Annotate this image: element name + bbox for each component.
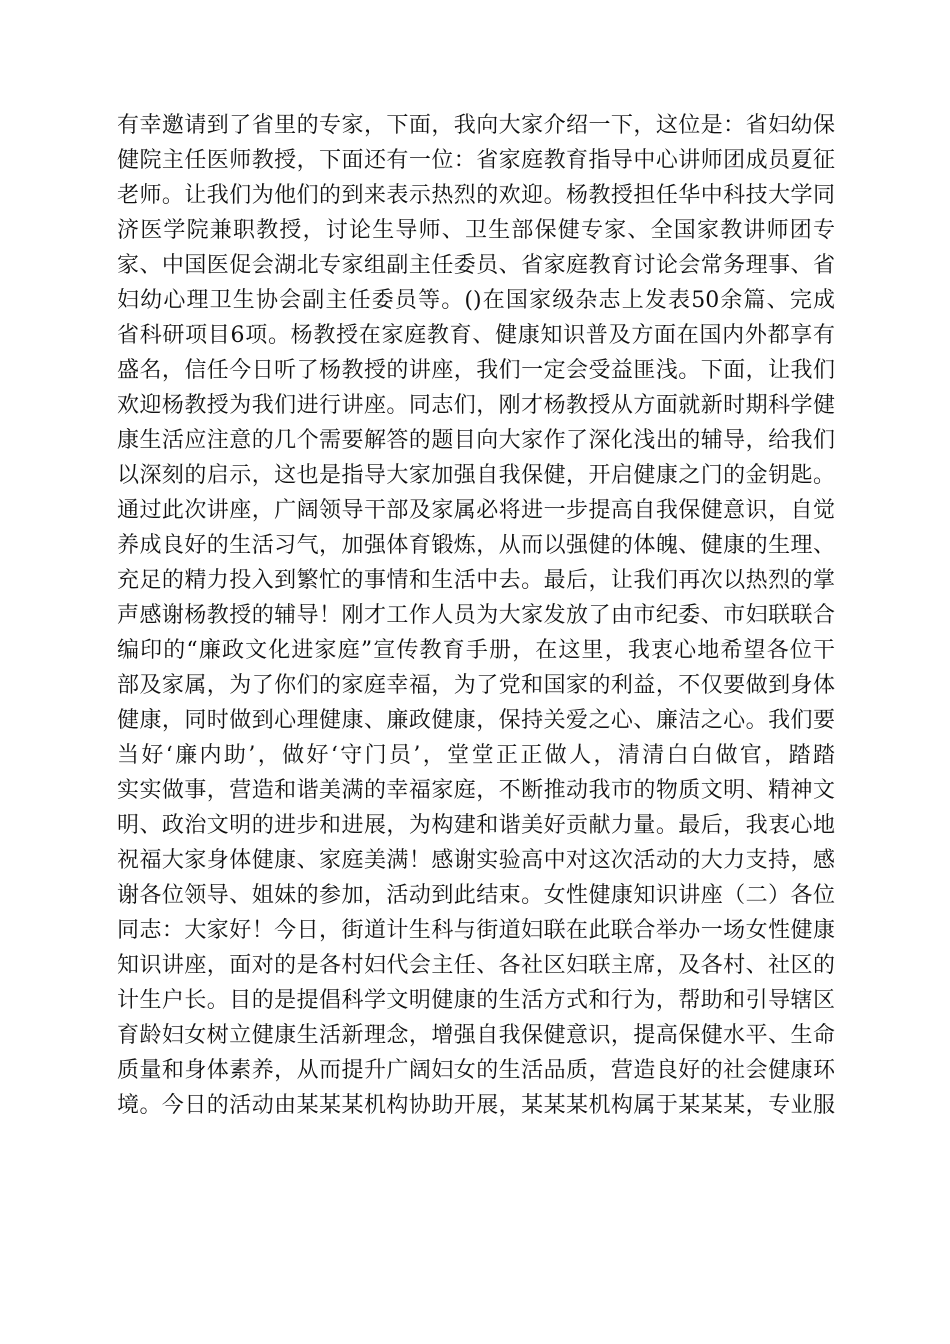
- text-line: 通过此次讲座，广阔领导干部及家属必将进一步提高自我保健意识，自觉: [117, 498, 835, 523]
- text-line: 欢迎杨教授为我们进行讲座。同志们，刚才杨教授从方面就新时期科学健: [117, 393, 835, 418]
- text-line: 充足的精力投入到繁忙的事情和生活中去。最后，让我们再次以热烈的掌: [117, 568, 835, 593]
- text-line: 部及家属，为了你们的家庭幸福，为了党和国家的利益，不仅要做到身体: [117, 673, 835, 698]
- text-line: 明、政治文明的进步和进展，为构建和谐美好贡献力量。最后，我衷心地: [117, 813, 835, 838]
- text-line: 祝福大家身体健康、家庭美满！感谢实验高中对这次活动的大力支持，感: [117, 848, 835, 873]
- text-line: 康生活应注意的几个需要解答的题目向大家作了深化浅出的辅导，给我们: [117, 428, 835, 453]
- text-line: 同志：大家好！今日，街道计生科与街道妇联在此联合举办一场女性健康: [117, 918, 835, 943]
- text-line: 声感谢杨教授的辅导！刚才工作人员为大家发放了由市纪委、市妇联联合: [117, 603, 835, 628]
- text-line: 老师。让我们为他们的到来表示热烈的欢迎。杨教授担任华中科技大学同: [117, 183, 835, 208]
- text-line: 养成良好的生活习气，加强体育锻炼，从而以强健的体魄、健康的生理、: [117, 533, 835, 558]
- text-line: 健院主任医师教授，下面还有一位：省家庭教育指导中心讲师团成员夏征: [117, 148, 835, 173]
- text-line: 知识讲座，面对的是各村妇代会主任、各社区妇联主席，及各村、社区的: [117, 953, 835, 978]
- text-line: 以深刻的启示，这也是指导大家加强自我保健，开启健康之门的金钥匙。: [117, 463, 835, 488]
- text-line: 有幸邀请到了省里的专家，下面，我向大家介绍一下，这位是：省妇幼保: [117, 113, 835, 138]
- text-line: 当好‘廉内助’，做好‘守门员’，堂堂正正做人，清清白白做官，踏踏: [117, 743, 835, 768]
- text-line: 质量和身体素养，从而提升广阔妇女的生活品质，营造良好的社会健康环: [117, 1058, 835, 1083]
- text-line: 健康，同时做到心理健康、廉政健康，保持关爱之心、廉洁之心。我们要: [117, 708, 835, 733]
- text-line: 盛名，信任今日听了杨教授的讲座，我们一定会受益匪浅。下面，让我们: [117, 358, 835, 383]
- text-line: 育龄妇女树立健康生活新理念，增强自我保健意识，提高保健水平、生命: [117, 1023, 835, 1048]
- text-line: 省科研项目6项。杨教授在家庭教育、健康知识普及方面在国内外都享有: [117, 323, 835, 348]
- text-line: 济医学院兼职教授，讨论生导师、卫生部保健专家、全国家教讲师团专: [117, 218, 835, 243]
- text-line: 境。今日的活动由某某某机构协助开展，某某某机构属于某某某，专业服: [117, 1093, 835, 1118]
- text-line: 实实做事，营造和谐美满的幸福家庭，不断推动我市的物质文明、精神文: [117, 778, 835, 803]
- text-line: 计生户长。目的是提倡科学文明健康的生活方式和行为，帮助和引导辖区: [117, 988, 835, 1013]
- text-line: 编印的“廉政文化进家庭”宣传教育手册，在这里，我衷心地希望各位干: [117, 638, 835, 663]
- body-text: [117, 108, 835, 1123]
- text-line: 谢各位领导、姐妹的参加，活动到此结束。女性健康知识讲座（二）各位: [117, 883, 835, 908]
- text-line: 家、中国医促会湖北专家组副主任委员、省家庭教育讨论会常务理事、省: [117, 253, 835, 278]
- text-line: 妇幼心理卫生协会副主任委员等。()在国家级杂志上发表50余篇、完成: [117, 288, 835, 313]
